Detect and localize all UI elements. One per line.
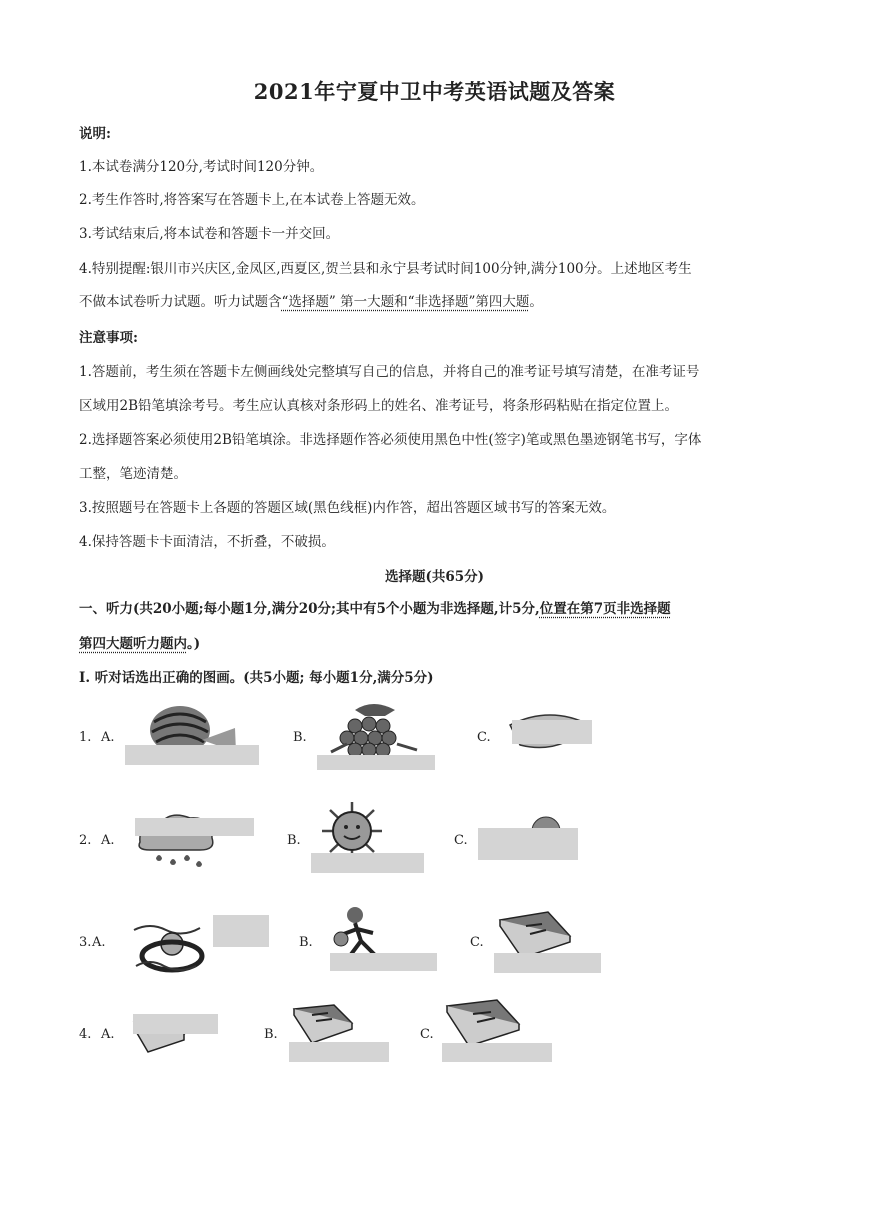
option-label: C. xyxy=(454,833,468,848)
note-line: 3.按照题号在答题卡上各题的答题区域(黑色线框)内作答，超出答题区域书写的答案无效。 xyxy=(79,500,616,516)
question-row xyxy=(0,905,869,995)
note-line: 区域用2B铅笔填涂考号。考生应认真核对条形码上的姓名、准考证号，将条形码粘贴在指定位置上。 xyxy=(79,398,679,414)
option-label: A. xyxy=(92,935,106,950)
instructions-heading: 说明: xyxy=(79,126,111,142)
emphasized-text: 位置在第7页非选择题 xyxy=(539,601,671,617)
question-number: 3. xyxy=(79,935,92,950)
instruction-text: 不做本试卷听力试题。听力试题含 xyxy=(79,294,282,310)
instruction-item: 1.本试卷满分120分,考试时间120分钟。 xyxy=(79,159,324,175)
instruction-item: 2.考生作答时,将答案写在答题卡上,在本试卷上答题无效。 xyxy=(79,192,425,208)
question-row xyxy=(0,800,869,890)
part-text: 一、听力(共20小题;每小题1分,满分20分;其中有5个小题为非选择题,计5分, xyxy=(79,601,540,617)
book-icon xyxy=(290,1003,360,1045)
question-number: 1. xyxy=(79,730,92,745)
subpart-heading: I. 听对话选出正确的图画。(共5小题; 每小题1分,满分5分) xyxy=(79,670,434,686)
option-label: B. xyxy=(299,935,313,950)
instruction-item: 4.特别提醒:银川市兴庆区,金凤区,西夏区,贺兰县和永宁县考试时间100分钟,满分100分。上述地区考生 xyxy=(79,261,692,277)
option-label: B. xyxy=(287,833,301,848)
book-icon xyxy=(443,998,523,1046)
note-line: 4.保持答题卡卡面清洁，不折叠，不破损。 xyxy=(79,534,335,550)
option-label: B. xyxy=(293,730,307,745)
grapes-icon xyxy=(325,700,420,762)
question-row xyxy=(0,700,869,790)
part-text: 。) xyxy=(187,636,201,652)
question-number: 4. xyxy=(79,1027,92,1042)
option-label: C. xyxy=(470,935,484,950)
section-title: 选择题(共65分) xyxy=(384,569,485,585)
notes-heading: 注意事项: xyxy=(79,330,138,346)
option-label: C. xyxy=(477,730,491,745)
option-label: A. xyxy=(101,730,115,745)
question-row xyxy=(0,998,869,1088)
note-line: 2.选择题答案必须使用2B铅笔填涂。非选择题作答必须使用黑色中性(签字)笔或黑色墨迹钢笔书写，字体 xyxy=(79,432,702,448)
part-heading-continued xyxy=(79,632,200,652)
option-label: C. xyxy=(420,1027,434,1042)
question-number: 2. xyxy=(79,833,92,848)
page-title: 2021年宁夏中卫中考英语试题及答案 xyxy=(253,79,616,104)
note-line: 工整，笔迹清楚。 xyxy=(79,466,187,482)
option-label: A. xyxy=(101,1027,115,1042)
emphasized-text: 第四大题听力题内 xyxy=(79,636,187,652)
instruction-item: 3.考试结束后,将本试卷和答题卡一并交回。 xyxy=(79,226,340,242)
instruction-item-continued xyxy=(79,290,543,310)
note-line: 1.答题前，考生须在答题卡左侧画线处完整填写自己的信息，并将自己的准考证号填写清楚，在准考证号 xyxy=(79,364,700,380)
option-label: A. xyxy=(101,833,115,848)
part-heading xyxy=(79,597,671,617)
instruction-text: 。 xyxy=(529,294,543,310)
emphasized-text: “选择题” 第一大题和“非选择题”第四大题 xyxy=(281,294,530,310)
option-label: B. xyxy=(264,1027,278,1042)
swimmer-icon xyxy=(130,910,218,975)
